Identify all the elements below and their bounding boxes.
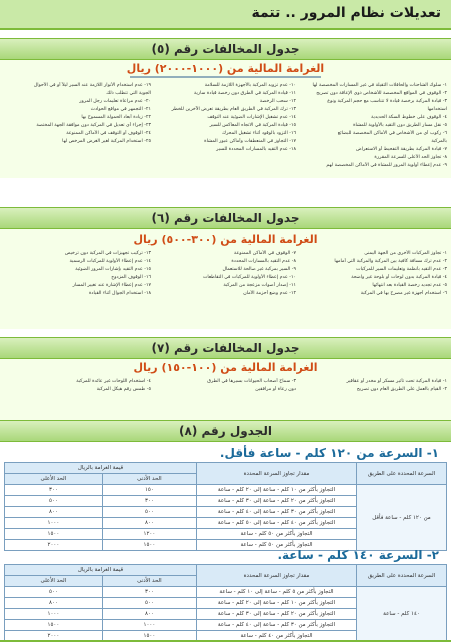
list-item: ١١- إصدار أصوات مزعجة من المركبة (223, 283, 296, 288)
list-item: ٢- القيام بالعمل على الطريق العام دون تصريح (356, 387, 447, 392)
speed1-table (4, 462, 447, 551)
list-item: الجوية التي تتطلب ذلك (106, 91, 151, 96)
list-item: ٥- نقل مسار الطريق دون التقيد بالأولوية للمشاة (353, 123, 447, 128)
max-cell: ٥٠٠ (5, 587, 103, 598)
speed2-min-header: الحد الأدنى (102, 576, 196, 587)
list-item: ١٣- تركيب تجهيزات في المركبة دون ترخيص (64, 251, 151, 256)
speed2-limit-header: السرعة المحددة على الطريق (357, 565, 447, 587)
list-item: ١- تجاوز المركبات الأخرى من الجهة اليمنى (364, 251, 447, 256)
min-cell: ٨٠٠ (102, 518, 196, 529)
speed2-fine-header: قيمة الغرامة بالريال (5, 565, 197, 576)
max-cell: ١٥٠٠ (5, 529, 103, 540)
section6-col-left (4, 250, 151, 298)
speed2-table (4, 564, 447, 642)
section7-col-mid (156, 378, 296, 394)
list-item: ٣- عدم التقيد بأنظمة وتعليمات السير للمركبات (356, 267, 447, 272)
section7-col-left (4, 378, 151, 394)
list-item: ٧- قيادة المركبة بطريقة التفحيط أو الاستعراض (355, 147, 447, 152)
list-item: ١٣- ترك المركبة في الطريق العام بطريقة تعرض الآخرين للخطر (171, 107, 296, 112)
section6-title-bar (0, 207, 451, 229)
list-item: ١٠- عدم إعطاء الأولوية للمركبات في التقاطعات (202, 275, 296, 280)
speed1-min-header: الحد الأدنى (102, 474, 196, 485)
list-item: ٦- استخدام أجهزة غير مصرح بها في المركبة (360, 291, 447, 296)
table-row (5, 587, 447, 598)
speed2-max-header: الحد الأعلى (5, 576, 103, 587)
list-item: ١٦- الوقوف المزدوج (111, 275, 151, 280)
table-row (5, 485, 447, 496)
excess-cell: التجاوز بأكثر من ١٠ كلم - ساعة إلى ٢٠ كلم - ساعة (197, 598, 357, 609)
min-cell: ٥٠٠ (102, 507, 196, 518)
list-item: ٧- الوقوف في الأماكن الممنوعة (233, 251, 296, 256)
speed1-max-header: الحد الأعلى (5, 474, 103, 485)
list-item: ٣- قيادة المركبة برخصة قيادة لا تتناسب مع حجم المركبة ونوع (327, 99, 447, 104)
excess-cell: التجاوز بأكثر من ٥ كلم - ساعة إلى ١٠ كلم - ساعة (197, 587, 357, 598)
excess-cell: التجاوز بأكثر من ٥٠ كلم - ساعة (197, 529, 357, 540)
speed1-excess-header: مقدار تجاوز السرعة المحددة (197, 463, 357, 485)
list-item: ٢٤- الوقوف أو التوقف في الأماكن الممنوعة (66, 131, 151, 136)
list-item: ٤- استخدام اللوحات غير عائدة للمركبة (76, 379, 151, 384)
min-cell: ١٥٠٠ (102, 540, 196, 551)
speed2-title: ٢- السرعة ١٤٠ كلم - ساعة. (277, 548, 439, 562)
list-item: ٦- ركوب أي من الأشخاص في الأماكن المخصصة للبضائع (337, 131, 447, 136)
min-cell: ٨٠٠ (102, 609, 196, 620)
max-cell: ٢٠٠٠ (5, 540, 103, 551)
list-item: ١١- قيادة المركبة في الطرق دون رخصة قيادة سارية (193, 91, 296, 96)
section6-col-mid (156, 250, 296, 298)
speed2-excess-header: مقدار تجاوز السرعة المحددة (197, 565, 357, 587)
speed1-fine-header: قيمة الغرامة بالريال (5, 463, 197, 474)
list-item: ٩- السير بمركبة غير صالحة للاستعمال (222, 267, 296, 272)
section5-title: جدول المخالفات رقم (٥) (151, 42, 300, 56)
max-cell: ١٠٠٠ (5, 609, 103, 620)
page-header (0, 0, 451, 30)
list-item: ٨- تجاوز الحد الأعلى للسرعة المقررة (374, 155, 447, 160)
list-item: ١- قيادة المركبة تحت تأثير مسكر أو مخدر أو عقاقير (346, 379, 447, 384)
list-item: ١٤- عدم إعطاء الأولوية للمركبات الرسمية (69, 259, 151, 264)
min-cell: ١٥٠ (102, 485, 196, 496)
list-item: ٢- عدم ترك مسافة كافية بين المركبة والمركبة التي أمامها (334, 259, 447, 264)
excess-cell: التجاوز بأكثر من ٤٠ كلم - ساعة إلى ٥٠ كلم - ساعة (197, 518, 357, 529)
excess-cell: التجاوز بأكثر من ٣٠ كلم - ساعة إلى ٤٠ كلم - ساعة (197, 620, 357, 631)
list-item: ١٦- التزود بالوقود أثناء تشغيل المحرك (222, 131, 296, 136)
list-item: ١٧- عدم إعطاء الإشارة عند تغيير المسار (72, 283, 151, 288)
list-item: ٥- عدم تجديد رخصة القيادة بعد انتهائها (372, 283, 447, 288)
list-item: ٢٣- إجراء أي تعديل في المركبة دون موافقة الجهة المختصة (36, 123, 151, 128)
excess-cell: التجاوز بأكثر من ١٠ كلم - ساعة إلى ٢٠ كلم - ساعة (197, 485, 357, 496)
list-item: ٥- طمس رقم هيكل المركبة (96, 387, 151, 392)
list-item: ٢٢- زيادة أبعاد الحمولة المسموح بها (81, 115, 151, 120)
max-cell: ٣٠٠ (5, 485, 103, 496)
section7-fine: الغرامة المالية من (١٠٠-١٥٠) ريال (133, 361, 318, 374)
min-cell: ٣٠٠ (102, 587, 196, 598)
max-cell: ٥٠٠ (5, 496, 103, 507)
list-item: ٢٥- استخدام المركبة لغير الغرض المرخص لها (62, 139, 151, 144)
section6-title: جدول المخالفات رقم (٦) (151, 211, 300, 225)
min-cell: ١٢٠٠ (102, 529, 196, 540)
section5-col-right (299, 82, 447, 170)
min-cell: ٥٠٠ (102, 598, 196, 609)
list-item: ١- سلوك الشاحنات والحافلات الثقيلة في غير المسارات المخصصة لها (312, 83, 447, 88)
section6-fine: الغرامة المالية من (٣٠٠-٥٠٠) ريال (133, 233, 318, 246)
max-cell: ١٥٠٠ (5, 620, 103, 631)
list-item: ١٥- عدم التقيد بإشارات المرور الضوئية (75, 267, 151, 272)
list-item: ١٢- عدم وضع أحزمة الأمان (243, 291, 296, 296)
min-cell: ٣٠٠ (102, 496, 196, 507)
list-item: ١٠- عدم تزويد المركبة بالأجهزة اللازمة للسلامة (204, 83, 296, 88)
section5-fine: الغرامة المالية من (١٠٠٠-٢٠٠٠) ريال (126, 62, 325, 75)
section5-col-left (4, 82, 151, 146)
speed1-title: ١- السرعة من ١٢٠ كلم - ساعة فأقل. (219, 446, 439, 460)
list-item: ١٢- سحب الرخصة (259, 99, 296, 104)
list-item: استخدامها (427, 107, 447, 112)
section7-col-right (299, 378, 447, 394)
section8-title-bar (0, 420, 451, 442)
limit-cell: من ١٢٠ كلم - ساعة فأقل (357, 485, 447, 551)
list-item: ٢٠- عدم مراعاة تعليمات رجل المرور (79, 99, 151, 104)
max-cell: ٨٠٠ (5, 507, 103, 518)
list-item: ٢١- التجمهر في مواقع الحوادث (90, 107, 151, 112)
list-item: ٨- عدم التقيد بالمسارات المحددة (231, 259, 296, 264)
limit-cell: ١٤٠ كلم - ساعة (357, 587, 447, 642)
section5-col-mid (156, 82, 296, 154)
list-item: ٢- الوقوف في المواقع المخصصة للأشخاص ذوي الإعاقة دون تصريح (316, 91, 447, 96)
list-item: ٤- الوقوف على خطوط السكة الحديدية (371, 115, 447, 120)
min-cell: ١٠٠٠ (102, 620, 196, 631)
max-cell: ١٠٠٠ (5, 518, 103, 529)
list-item: ١٨- عدم التقيد بالمسارات المحددة للسير (216, 147, 296, 152)
excess-cell: التجاوز بأكثر من ٤٠ كلم - ساعة (197, 631, 357, 642)
excess-cell: التجاوز بأكثر من ٣٠ كلم - ساعة إلى ٤٠ كلم - ساعة (197, 507, 357, 518)
list-item: بالمركبة (431, 139, 447, 144)
excess-cell: التجاوز بأكثر من ٥٠ كلم - ساعة (197, 540, 357, 551)
page-title: تعديلات نظام المرور .. تتمة (251, 5, 441, 21)
list-item: ١٤- عدم تشغيل الإشارات الضوئية عند التوقف (207, 115, 296, 120)
section5-fine-underline (130, 76, 321, 78)
list-item: ٣- سماح أصحاب الحيوانات بسيرها في الطرق (207, 379, 296, 384)
section7-title: جدول المخالفات رقم (٧) (151, 341, 300, 355)
section7-title-bar (0, 337, 451, 359)
section5-title-bar (0, 38, 451, 60)
list-item: ٤- قيادة المركبة بدون لوحات أو بلوحة غير واضحة (351, 275, 447, 280)
list-item: ١٨- استخدام الجوال أثناء القيادة (88, 291, 151, 296)
excess-cell: التجاوز بأكثر من ٢٠ كلم - ساعة إلى ٣٠ كلم - ساعة (197, 496, 357, 507)
speed1-limit-header: السرعة المحددة على الطريق (357, 463, 447, 485)
max-cell: ٨٠٠ (5, 598, 103, 609)
list-item: ٩- عدم إعطاء أولوية المرور للمشاة في الأماكن المخصصة لهم (326, 163, 447, 168)
excess-cell: التجاوز بأكثر من ٢٠ كلم - ساعة إلى ٣٠ كلم - ساعة (197, 609, 357, 620)
list-item: دون رعاة أو مرافقين (255, 387, 296, 392)
list-item: ١٥- قيادة المركبة في الاتجاه المعاكس للسير (209, 123, 296, 128)
min-cell: ١٥٠٠ (102, 631, 196, 642)
list-item: ١٩- عدم استخدام الأنوار اللازمة عند السير ليلاً أو في الأحوال (33, 83, 151, 88)
section8-title: الجدول رقم (٨) (179, 424, 272, 438)
list-item: ١٧- التجاوز في المنعطفات وأماكن عبور المشاة (204, 139, 296, 144)
section6-col-right (299, 250, 447, 298)
max-cell: ٢٠٠٠ (5, 631, 103, 642)
